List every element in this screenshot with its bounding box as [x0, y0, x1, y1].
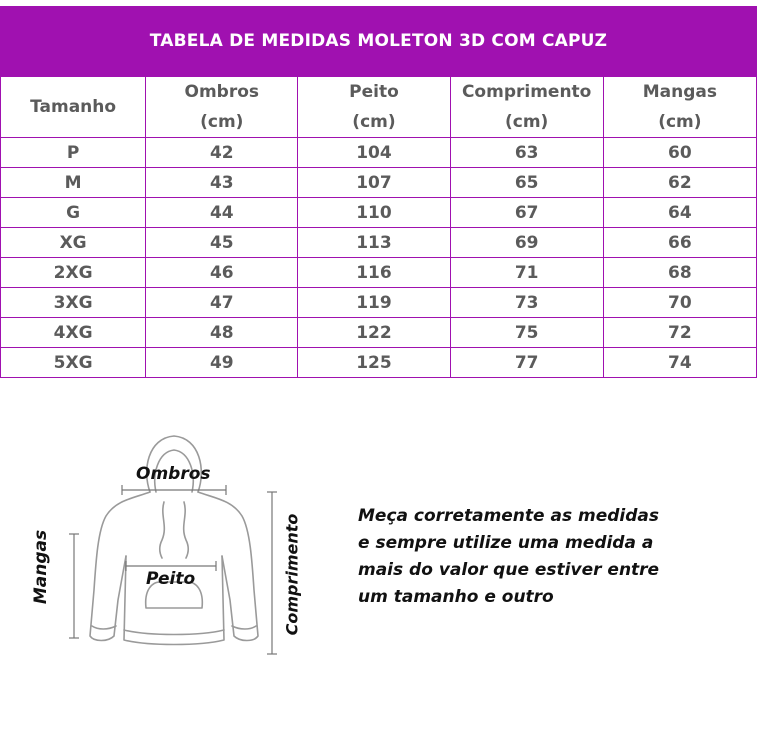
cell: 42	[146, 138, 298, 168]
cell: 67	[450, 198, 603, 228]
table-row	[1, 228, 757, 258]
cell: 4XG	[1, 318, 146, 348]
header-comprimento: Comprimento (cm)	[450, 77, 603, 138]
label-comprimento: Comprimento	[282, 513, 302, 636]
cell: 110	[298, 198, 450, 228]
cell: 65	[450, 168, 603, 198]
note-line: Meça corretamente as medidas	[358, 506, 659, 526]
cell: 64	[603, 198, 756, 228]
cell: 122	[298, 318, 450, 348]
cell: 73	[450, 288, 603, 318]
table-row	[1, 198, 757, 228]
cell: P	[1, 138, 146, 168]
label-mangas: Mangas	[31, 529, 52, 605]
cell: XG	[1, 228, 146, 258]
table-row	[1, 138, 757, 168]
table-title: TABELA DE MEDIDAS MOLETON 3D COM CAPUZ	[0, 6, 757, 76]
header-mangas: Mangas (cm)	[603, 77, 756, 138]
cell: 68	[603, 258, 756, 288]
label-ombros: Ombros	[136, 464, 211, 484]
cell: 77	[450, 348, 603, 378]
cell: 66	[603, 228, 756, 258]
header-tamanho: Tamanho	[1, 77, 146, 138]
cell: 116	[298, 258, 450, 288]
cell: 5XG	[1, 348, 146, 378]
cell: 47	[146, 288, 298, 318]
cell: 69	[450, 228, 603, 258]
cell: 104	[298, 138, 450, 168]
cell: 45	[146, 228, 298, 258]
cell: 48	[146, 318, 298, 348]
table-row	[1, 318, 757, 348]
cell: 107	[298, 168, 450, 198]
measurement-note	[358, 503, 718, 611]
cell: 46	[146, 258, 298, 288]
cell: 75	[450, 318, 603, 348]
table-header-row	[1, 77, 757, 138]
cell: 2XG	[1, 258, 146, 288]
measurements-table	[0, 76, 757, 378]
header-ombros: Ombros (cm)	[146, 77, 298, 138]
cell: 71	[450, 258, 603, 288]
cell: 119	[298, 288, 450, 318]
cell: 70	[603, 288, 756, 318]
cell: 49	[146, 348, 298, 378]
cell: 74	[603, 348, 756, 378]
table-row	[1, 348, 757, 378]
cell: 72	[603, 318, 756, 348]
cell: M	[1, 168, 146, 198]
cell: 125	[298, 348, 450, 378]
cell: 60	[603, 138, 756, 168]
cell: 43	[146, 168, 298, 198]
table-row	[1, 168, 757, 198]
header-peito: Peito (cm)	[298, 77, 450, 138]
cell: 44	[146, 198, 298, 228]
note-line: e sempre utilize uma medida a	[358, 533, 654, 553]
label-peito: Peito	[146, 569, 196, 589]
cell: 63	[450, 138, 603, 168]
note-line: mais do valor que estiver entre	[358, 560, 660, 580]
table-row	[1, 288, 757, 318]
cell: 3XG	[1, 288, 146, 318]
cell: G	[1, 198, 146, 228]
hoodie-figure	[31, 430, 308, 660]
table-row	[1, 258, 757, 288]
note-line: um tamanho e outro	[358, 587, 554, 607]
size-table	[0, 6, 757, 378]
cell: 62	[603, 168, 756, 198]
cell: 113	[298, 228, 450, 258]
